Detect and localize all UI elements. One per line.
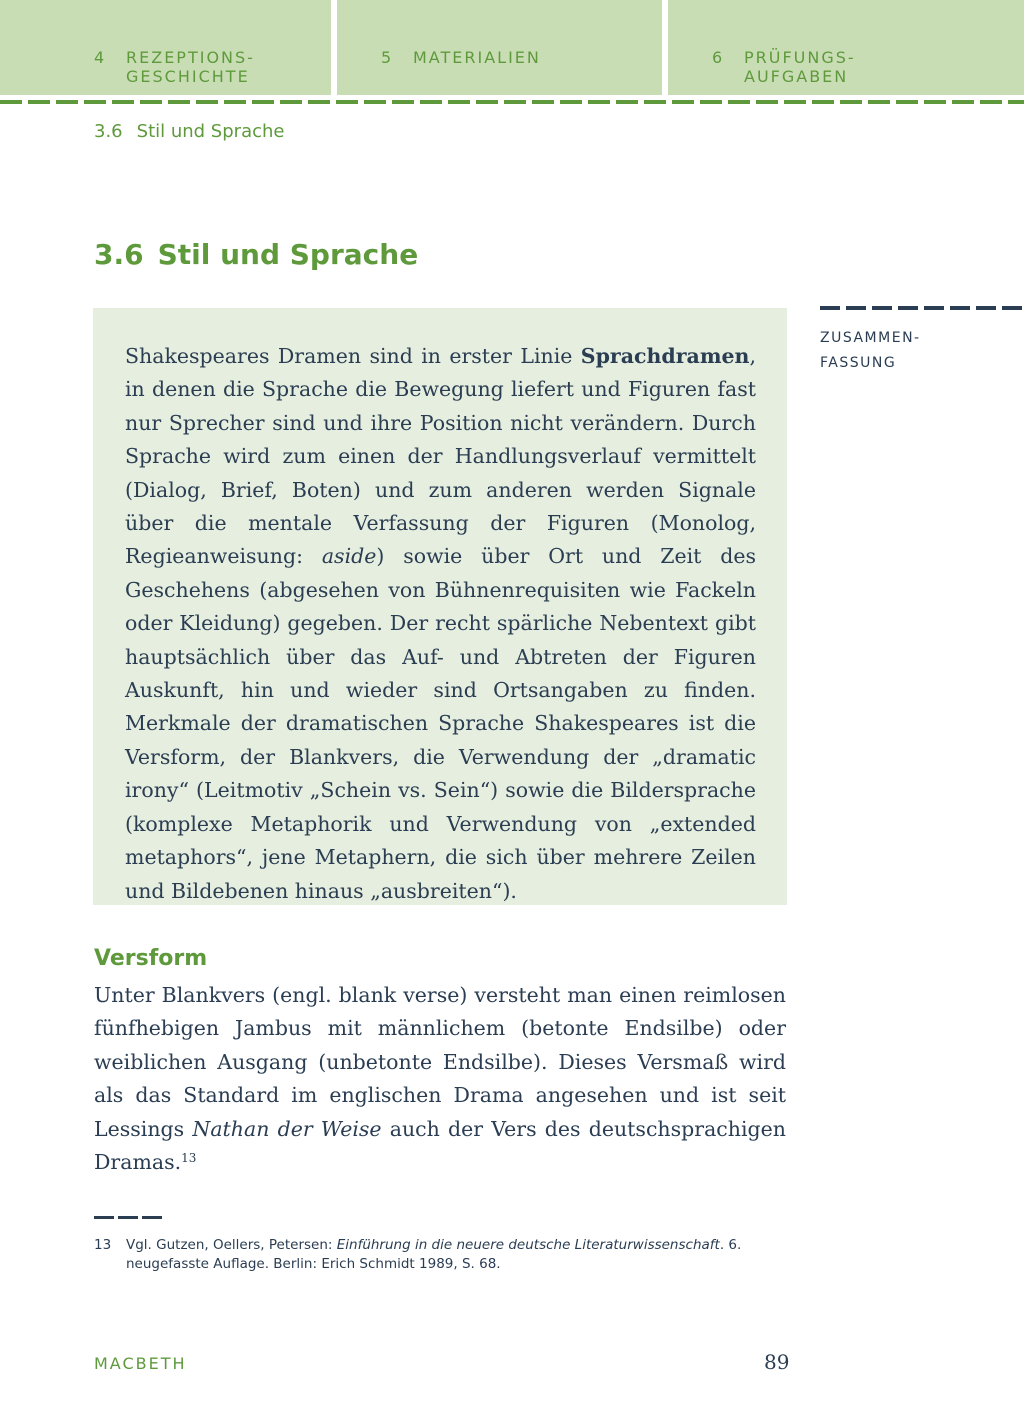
summary-italic-term: aside — [321, 544, 377, 569]
footnote-divider — [94, 1216, 162, 1219]
tab-label: REZEPTIONS- GESCHICHTE — [126, 48, 255, 86]
body-paragraph — [94, 979, 786, 1179]
footnote-text-2: . 6. neugefasste Auflage. Berlin: Erich Schmidt 1989, S. 68. — [126, 1237, 742, 1272]
footer-book-title: MACBETH — [94, 1354, 187, 1373]
summary-text — [125, 340, 756, 908]
body-italic-title: Nathan der Weise — [192, 1116, 382, 1141]
section-number: 3.6 — [94, 238, 144, 271]
breadcrumb — [94, 121, 284, 142]
breadcrumb-title: Stil und Sprache — [136, 121, 285, 142]
body-text-1: Unter Blankvers (engl. blank verse) versteht man einen reimlosen fünfhebigen Jambus mit männlichem (betonte Endsilbe) oder weiblichen Ausgang (unbetonte Endsilbe). Dieses Versmaß wird als das Standard im englischen Drama angesehen und ist seit Lessings — [94, 983, 786, 1141]
tab-label: MATERIALIEN — [413, 48, 541, 67]
nav-tab-materialien[interactable] — [337, 0, 662, 95]
summary-part2: , in denen die Sprache die Bewegung liefert und Figuren fast nur Sprecher sind und ihre Position nicht verändern. Durch Sprache wird zum einen der Handlungsverlauf vermittelt (Dialog, Brief, Boten) und zum anderen werden Signale über die mentale Verfassung der Figuren (Monolog, Regieanweisung: — [125, 344, 756, 569]
summary-bold-term: Sprachdramen — [580, 344, 750, 368]
nav-tab-pruefungsaufgaben[interactable] — [668, 0, 1024, 95]
subsection-title: Versform — [94, 946, 208, 971]
page-title — [94, 238, 418, 271]
tab-number: 5 — [381, 48, 394, 67]
footnote-italic-title: Einführung in die neuere deutsche Literaturwissenschaft — [336, 1237, 720, 1253]
tab-label: PRÜFUNGS- AUFGABEN — [744, 48, 856, 86]
body-text-2: auch der Vers des deutschsprachigen Dramas. — [94, 1116, 786, 1175]
section-title: Stil und Sprache — [157, 238, 419, 271]
tab-number: 6 — [712, 48, 725, 67]
summary-part3: ) sowie über Ort und Zeit des Geschehens (abgesehen von Bühnenrequisiten wie Fackeln oder Kleidung) gegeben. Der recht spärliche Nebentext gibt hauptsächlich über das Auf- und Abtreten der Figuren Auskunft, hin und wieder sind Ortsangaben zu finden. Merkmale der dramatischen Sprache Shakespeares ist die Versform, der Blankvers, die Verwendung der „dramatic irony“ (Leitmotiv „Schein vs. Sein“) sowie die Bildersprache (komplexe Metaphorik und Verwendung von „extended metaphors“, jene Metaphern, die sich über mehrere Zeilen und Bildebenen hinaus „ausbreiten“). — [125, 544, 756, 903]
margin-divider — [820, 306, 1024, 310]
summary-box — [93, 308, 787, 905]
footnote-reference[interactable]: 13 — [181, 1151, 197, 1166]
header-divider — [0, 100, 1024, 104]
nav-tab-rezeptionsgeschichte[interactable] — [0, 0, 331, 95]
page-number: 89 — [764, 1350, 790, 1374]
breadcrumb-number: 3.6 — [94, 121, 123, 142]
summary-part1: Shakespeares Dramen sind in erster Linie — [125, 344, 581, 368]
tab-number: 4 — [94, 48, 107, 67]
footnote-text — [126, 1236, 784, 1274]
footnote-text-1: Vgl. Gutzen, Oellers, Petersen: — [126, 1237, 337, 1253]
margin-note: ZUSAMMEN- FASSUNG — [820, 330, 921, 371]
footnote-number: 13 — [94, 1237, 112, 1253]
